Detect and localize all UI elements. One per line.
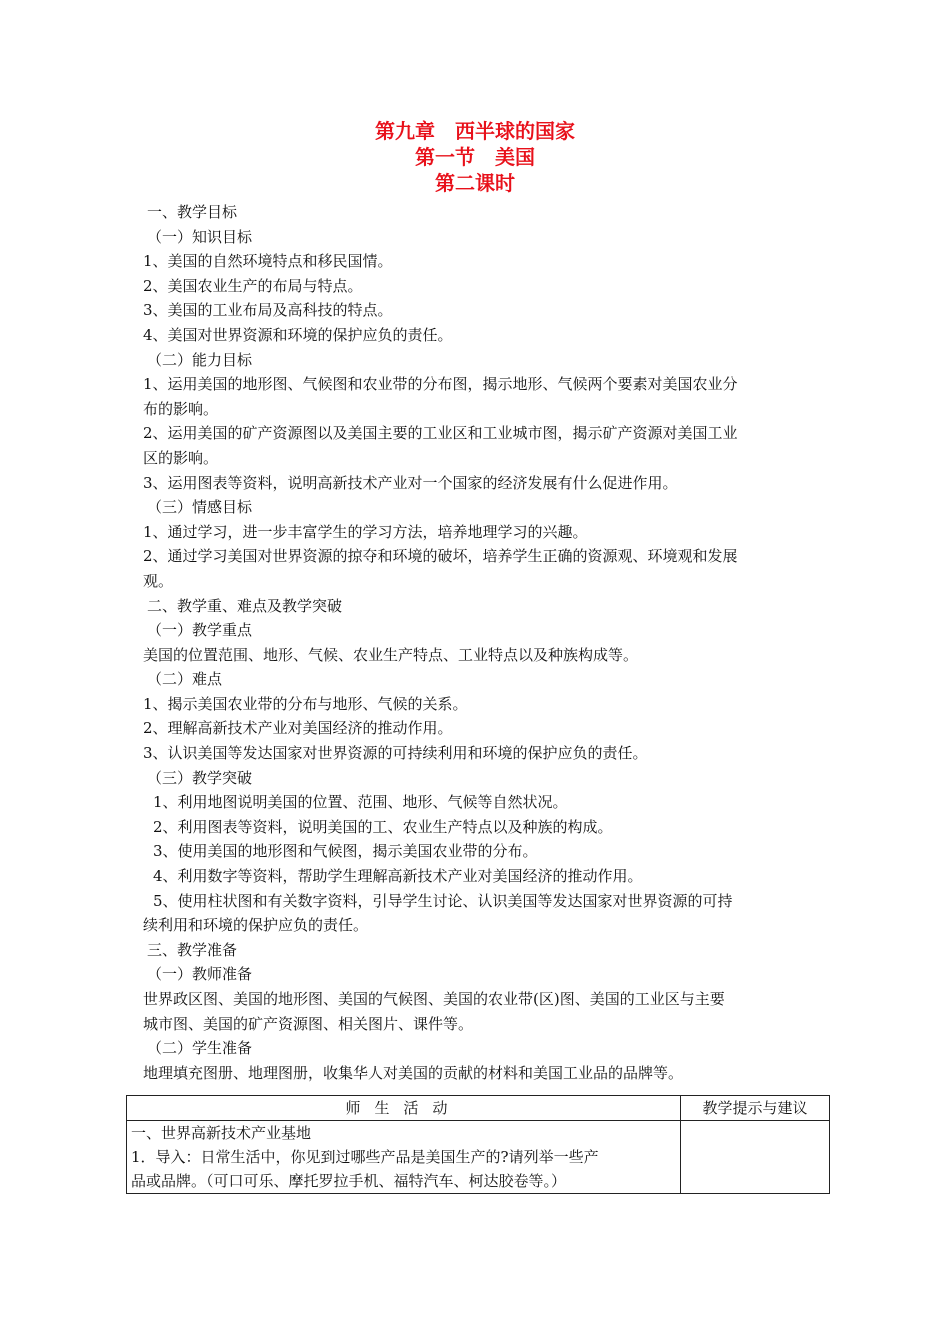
text-line: （三）情感目标 <box>147 498 253 517</box>
activity-table-header-row <box>127 1096 830 1121</box>
header-teaching-hints: 教学提示与建议 <box>681 1096 830 1121</box>
text-line: 布的影响。 <box>143 399 219 418</box>
text-line: 3、美国的工业布局及高科技的特点。 <box>143 301 393 320</box>
text-line: 3、运用图表等资料，说明高新技术产业对一个国家的经济发展有什么促进作用。 <box>143 473 678 492</box>
header-teacher-student-activity <box>127 1096 681 1121</box>
activity-line: 1．导入：日常生活中，你见到过哪些产品是美国生产的?请列举一些产 <box>131 1148 599 1166</box>
text-line: （三）教学突破 <box>147 768 253 787</box>
text-line: （一）教学重点 <box>147 621 253 640</box>
text-line: 区的影响。 <box>143 448 219 467</box>
text-line: 5、使用柱状图和有关数字资料，引导学生讨论、认识美国等发达国家对世界资源的可持 <box>153 891 733 910</box>
chapter-title: 第九章 西半球的国家 <box>375 119 575 143</box>
text-line: 1、通过学习，进一步丰富学生的学习方法，培养地理学习的兴趣。 <box>143 522 588 541</box>
section-title: 第一节 美国 <box>415 145 535 169</box>
text-line: （一）知识目标 <box>147 227 253 246</box>
header-main-label: 师生活动 <box>345 1099 462 1117</box>
text-line: 1、美国的自然环境特点和移民国情。 <box>143 252 393 271</box>
lesson-plan-body <box>143 200 813 1085</box>
lesson-title: 第二课时 <box>435 171 515 195</box>
text-line: 世界政区图、美国的地形图、美国的气候图、美国的农业带(区)图、美国的工业区与主要 <box>143 990 725 1008</box>
text-line: 观。 <box>143 571 174 590</box>
text-line: 美国的位置范围、地形、气候、农业生产特点、工业特点以及种族构成等。 <box>143 645 639 664</box>
text-line: 2、运用美国的矿产资源图以及美国主要的工业区和工业城市图，揭示矿产资源对美国工业 <box>143 424 738 443</box>
text-line: 城市图、美国的矿产资源图、相关图片、课件等。 <box>143 1014 474 1033</box>
text-line: （二）学生准备 <box>147 1039 253 1058</box>
hint-cell <box>681 1121 830 1194</box>
text-line: 1、揭示美国农业带的分布与地形、气候的关系。 <box>143 694 468 713</box>
text-line: 2、利用图表等资料，说明美国的工、农业生产特点以及种族的构成。 <box>153 817 613 836</box>
text-line: （一）教师准备 <box>147 965 253 984</box>
text-line: 3、认识美国等发达国家对世界资源的可持续利用和环境的保护应负的责任。 <box>143 744 648 763</box>
activity-line: 品或品牌。（可口可乐、摩托罗拉手机、福特汽车、柯达胶卷等。） <box>131 1172 567 1190</box>
title-block <box>0 118 950 196</box>
text-line: 一、教学目标 <box>147 203 238 221</box>
text-line: 4、利用数字等资料，帮助学生理解高新技术产业对美国经济的推动作用。 <box>153 867 643 886</box>
activity-cell <box>127 1121 681 1194</box>
text-line: 2、通过学习美国对世界资源的掠夺和环境的破坏，培养学生正确的资源观、环境观和发展 <box>143 547 738 566</box>
text-line: 2、美国农业生产的布局与特点。 <box>143 276 363 295</box>
text-line: 二、教学重、难点及教学突破 <box>147 596 343 615</box>
text-line: （二）难点 <box>147 670 223 689</box>
text-line: （二）能力目标 <box>147 350 253 369</box>
text-line: 1、利用地图说明美国的位置、范围、地形、气候等自然状况。 <box>153 793 568 812</box>
text-line: 3、使用美国的地形图和气候图，揭示美国农业带的分布。 <box>153 842 538 861</box>
text-line: 4、美国对世界资源和环境的保护应负的责任。 <box>143 325 453 344</box>
activity-line: 一、世界高新技术产业基地 <box>131 1124 312 1142</box>
text-line: 1、运用美国的地形图、气候图和农业带的分布图，揭示地形、气候两个要素对美国农业分 <box>143 375 738 394</box>
activity-table <box>126 1095 830 1194</box>
activity-table-row <box>127 1121 830 1194</box>
text-line: 三、教学准备 <box>147 940 238 959</box>
text-line: 2、理解高新技术产业对美国经济的推动作用。 <box>143 719 453 738</box>
text-line: 地理填充图册、地理图册，收集华人对美国的贡献的材料和美国工业品的品牌等。 <box>143 1063 684 1082</box>
text-line: 续利用和环境的保护应负的责任。 <box>143 916 369 935</box>
